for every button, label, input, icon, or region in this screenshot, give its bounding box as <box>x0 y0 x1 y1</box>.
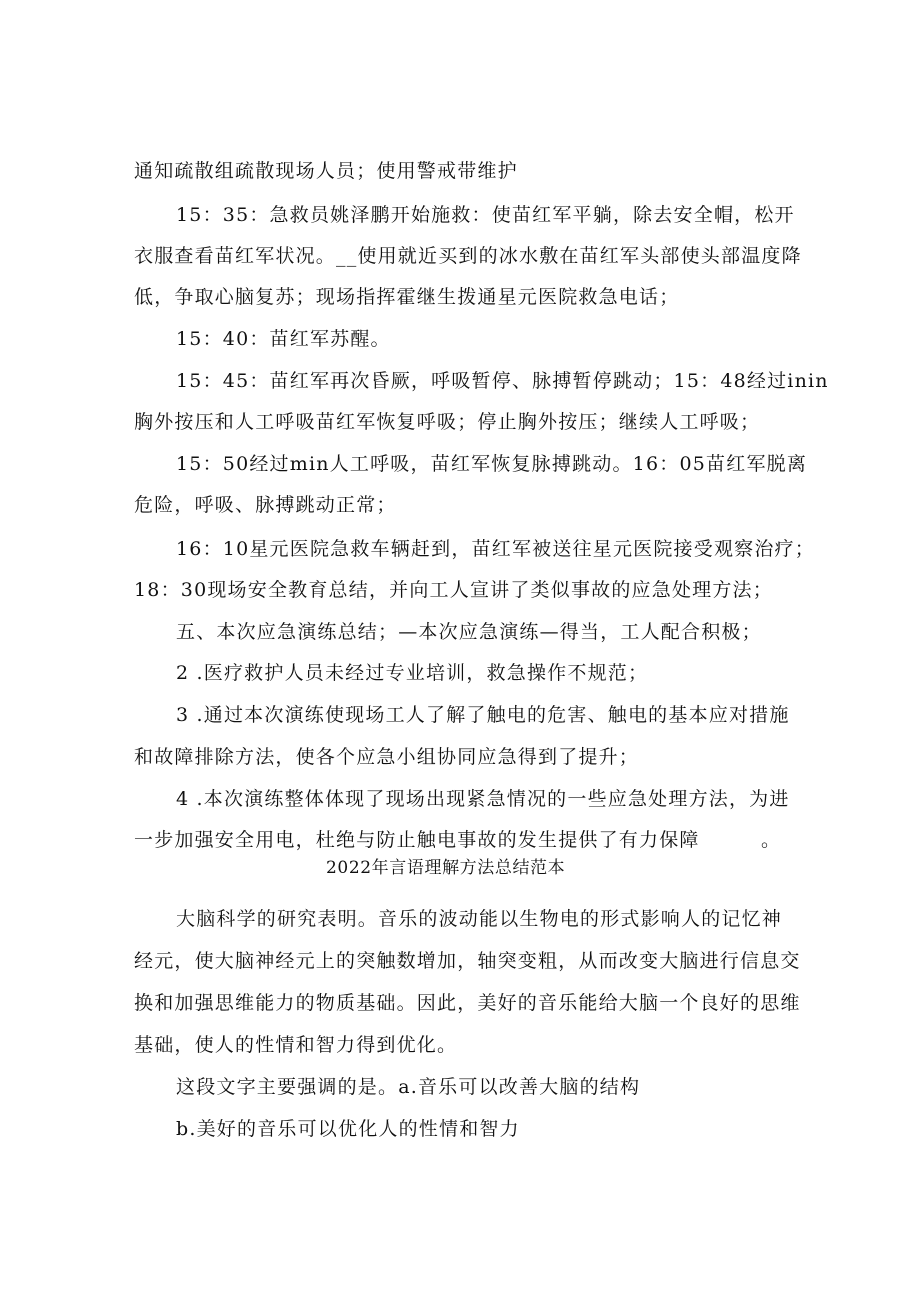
trailing-punctuation: 。 <box>761 829 782 851</box>
body-line: 经元，使大脑神经元上的突触数增加，轴突变粗，从而改变大脑进行信息交 <box>134 950 801 972</box>
body-line: 基础，使人的性情和智力得到优化。 <box>134 1034 458 1056</box>
section-title: 2022年言语理解方法总结范本 <box>326 858 566 878</box>
body-line: 大脑科学的研究表明。音乐的波动能以生物电的形式影响人的记忆神 <box>176 908 783 930</box>
question-line: 这段文字主要强调的是。a.音乐可以改善大脑的结构 <box>176 1076 641 1098</box>
body-line: 换和加强思维能力的物质基础。因此，美好的音乐能给大脑一个良好的思维 <box>134 992 801 1014</box>
paragraph-line: 五、本次应急演练总结；—本次应急演练—得当，工人配合积极； <box>176 621 762 643</box>
paragraph-line: 18：30现场安全教育总结，并向工人宣讲了类似事故的应急处理方法； <box>134 579 773 601</box>
paragraph-line: 和故障排除方法，使各个应急小组协同应急得到了提升； <box>134 746 640 768</box>
paragraph-line: 低，争取心脑复苏；现场指挥霍继生拨通星元医院救急电话； <box>134 286 680 308</box>
paragraph-line: 通知疏散组疏散现场人员；使用警戒带维护 <box>134 160 518 182</box>
paragraph-line: 15：50经过min人工呼吸，苗红军恢复脉搏跳动。16：05苗红军脱离 <box>176 453 808 475</box>
paragraph-line: 15：45：苗红军再次昏厥，呼吸暂停、脉搏暂停跳动；15：48经过inin <box>176 370 829 392</box>
paragraph-line: 衣服查看苗红军状况。__使用就近买到的冰水敷在苗红军头部使头部温度降 <box>134 245 802 267</box>
paragraph-line: 16：10星元医院急救车辆赶到，苗红军被送往星元医院接受观察治疗； <box>176 538 815 560</box>
paragraph-line: 15：35：急救员姚泽鹏开始施救：使苗红军平躺，除去安全帽，松开 <box>176 204 795 226</box>
option-line: b.美好的音乐可以优化人的性情和智力 <box>176 1118 520 1140</box>
paragraph-line: 危险，呼吸、脉搏跳动正常； <box>134 494 397 516</box>
list-item: 2 .医疗救护人员未经过专业培训，救急操作不规范； <box>176 662 649 684</box>
list-item: 4 .本次演练整体体现了现场出现紧急情况的一些应急处理方法，为进 <box>176 788 790 810</box>
list-item: 3 .通过本次演练使现场工人了解了触电的危害、触电的基本应对措施 <box>176 704 790 726</box>
paragraph-line: 15：40：苗红军苏醒。 <box>176 328 391 350</box>
paragraph-line: 胸外按压和人工呼吸苗红军恢复呼吸；停止胸外按压；继续人工呼吸； <box>134 411 761 433</box>
paragraph-line: 一步加强安全用电，杜绝与防止触电事故的发生提供了有力保障 <box>134 829 700 851</box>
